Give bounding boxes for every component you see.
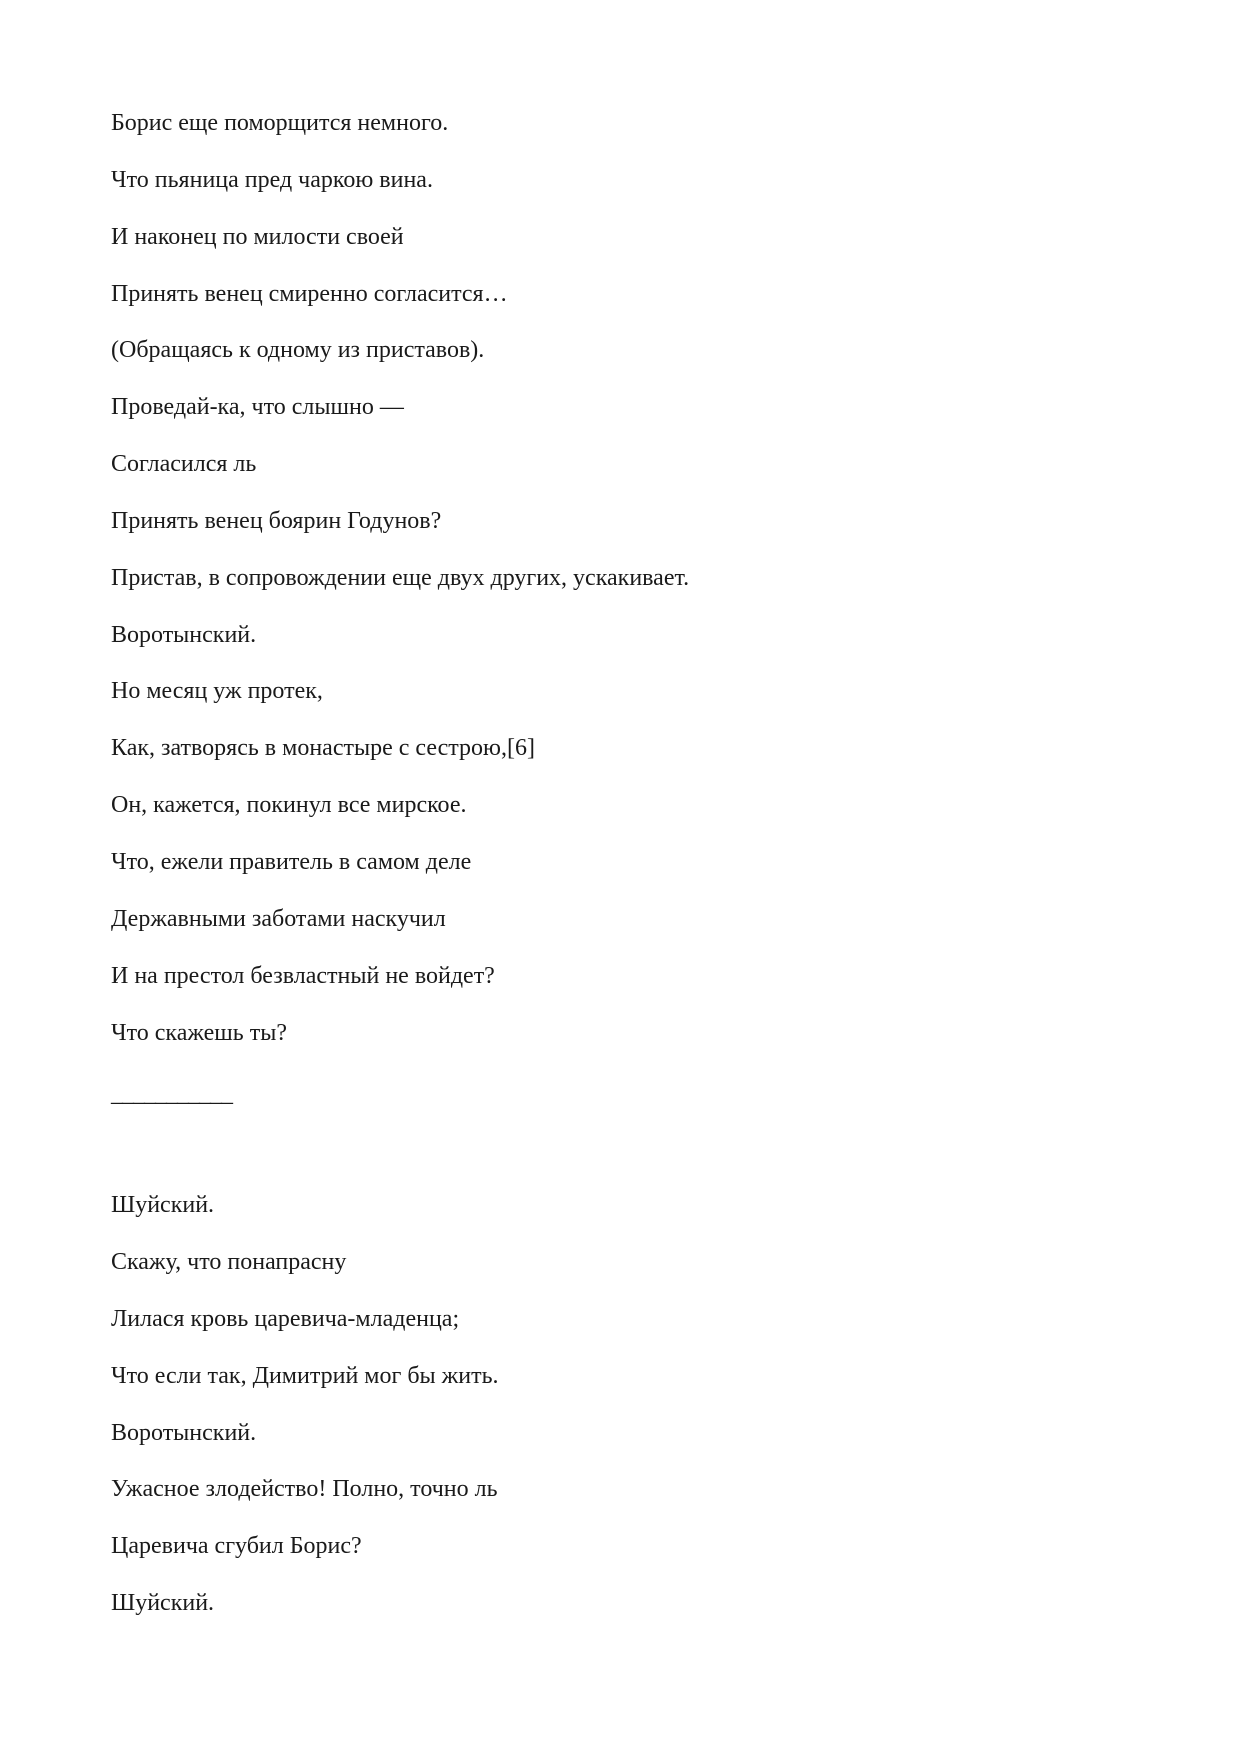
verse-line: Что если так, Димитрий мог бы жить. <box>111 1363 499 1389</box>
verse-line: Ужасное злодейство! Полно, точно ль <box>111 1476 498 1502</box>
verse-line: Принять венец смиренно согласится… <box>111 281 508 307</box>
verse-line: Лилася кровь царевича-младенца; <box>111 1306 460 1332</box>
verse-line-with-footnote: Как, затворясь в монастыре с сестрою,[6] <box>111 735 535 761</box>
verse-line: Что скажешь ты? <box>111 1020 287 1046</box>
stage-direction: (Обращаясь к одному из приставов). <box>111 337 485 363</box>
verse-line: Согласился ль <box>111 451 257 477</box>
speaker-name: Шуйский. <box>111 1590 215 1616</box>
speaker-name: Воротынский. <box>111 1420 257 1446</box>
speaker-name: Шуйский. <box>111 1192 215 1218</box>
verse-line: И наконец по милости своей <box>111 224 404 250</box>
verse-line: Царевича сгубил Борис? <box>111 1533 362 1559</box>
stage-direction: Пристав, в сопровождении еще двух других, ускакивает. <box>111 565 690 591</box>
verse-line: Он, кажется, покинул все мирское. <box>111 792 467 818</box>
verse-line: Что, ежели правитель в самом деле <box>111 849 472 875</box>
verse-line: Но месяц уж протек, <box>111 678 323 704</box>
verse-line: Державными заботами наскучил <box>111 906 446 932</box>
verse-line: Проведай-ка, что слышно — <box>111 394 404 420</box>
speaker-name: Воротынский. <box>111 622 257 648</box>
verse-line: Принять венец боярин Годунов? <box>111 508 442 534</box>
verse-line: И на престол безвластный не войдет? <box>111 963 495 989</box>
verse-line: Борис еще поморщится немного. <box>111 110 449 136</box>
section-separator: ___________ <box>111 1081 232 1107</box>
verse-line: Скажу, что понапрасну <box>111 1249 347 1275</box>
verse-line: Что пьяница пред чаркою вина. <box>111 167 433 193</box>
